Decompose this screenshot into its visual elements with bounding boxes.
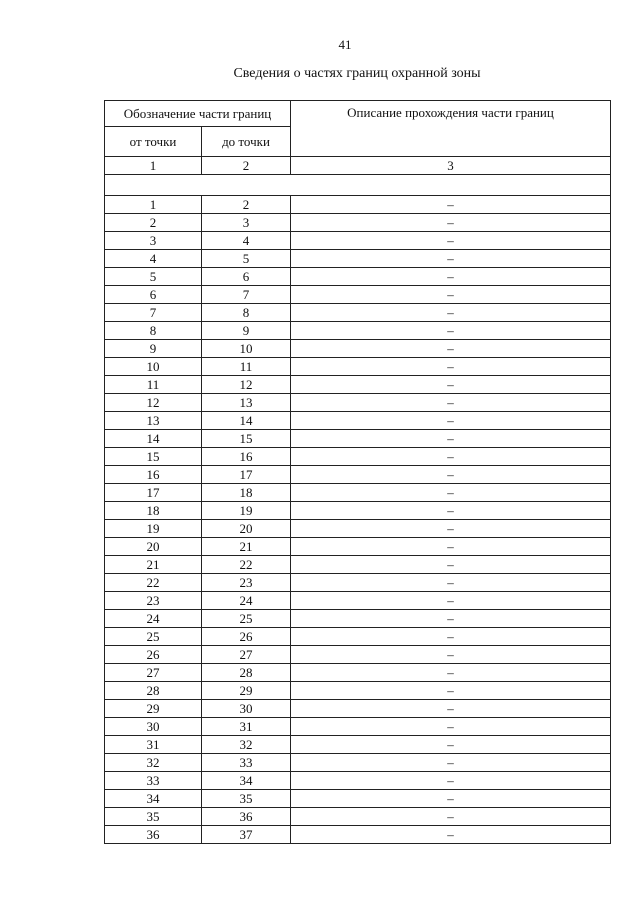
table-row bbox=[105, 826, 611, 844]
table-row bbox=[105, 412, 611, 430]
page-number: 41 bbox=[338, 37, 352, 52]
cell-to-point: 11 bbox=[202, 358, 291, 376]
cell-from-point: 11 bbox=[105, 376, 202, 394]
cell-to-point: 24 bbox=[202, 592, 291, 610]
cell-to-point: 19 bbox=[202, 502, 291, 520]
cell-to-point: 15 bbox=[202, 430, 291, 448]
table-row bbox=[105, 232, 611, 250]
cell-to-point: 25 bbox=[202, 610, 291, 628]
cell-from-point: 25 bbox=[105, 628, 202, 646]
cell-description: – bbox=[291, 466, 611, 484]
table-row bbox=[105, 556, 611, 574]
table-row bbox=[105, 358, 611, 376]
cell-description: – bbox=[291, 196, 611, 214]
cell-description: – bbox=[291, 322, 611, 340]
cell-description: – bbox=[291, 376, 611, 394]
column-number: 3 bbox=[291, 157, 611, 175]
table-row bbox=[105, 790, 611, 808]
cell-to-point: 2 bbox=[202, 196, 291, 214]
cell-description: – bbox=[291, 286, 611, 304]
cell-to-point: 35 bbox=[202, 790, 291, 808]
cell-from-point: 6 bbox=[105, 286, 202, 304]
cell-description: – bbox=[291, 736, 611, 754]
table-row bbox=[105, 646, 611, 664]
cell-from-point: 20 bbox=[105, 538, 202, 556]
table-row bbox=[105, 304, 611, 322]
cell-to-point: 17 bbox=[202, 466, 291, 484]
cell-to-point: 29 bbox=[202, 682, 291, 700]
cell-from-point: 18 bbox=[105, 502, 202, 520]
cell-description: – bbox=[291, 448, 611, 466]
column-number-row bbox=[105, 157, 611, 175]
cell-description: – bbox=[291, 592, 611, 610]
cell-to-point: 16 bbox=[202, 448, 291, 466]
cell-from-point: 24 bbox=[105, 610, 202, 628]
table-row bbox=[105, 664, 611, 682]
column-number: 2 bbox=[202, 157, 291, 175]
cell-description: – bbox=[291, 358, 611, 376]
cell-description: – bbox=[291, 628, 611, 646]
cell-to-point: 3 bbox=[202, 214, 291, 232]
table-row bbox=[105, 250, 611, 268]
header-row-group bbox=[105, 101, 611, 127]
cell-from-point: 2 bbox=[105, 214, 202, 232]
cell-from-point: 27 bbox=[105, 664, 202, 682]
cell-to-point: 5 bbox=[202, 250, 291, 268]
header-boundary-designation: Обозначение части границ bbox=[105, 101, 291, 127]
cell-from-point: 34 bbox=[105, 790, 202, 808]
table-row bbox=[105, 322, 611, 340]
cell-to-point: 30 bbox=[202, 700, 291, 718]
table-body bbox=[105, 196, 611, 844]
table-row bbox=[105, 736, 611, 754]
cell-from-point: 15 bbox=[105, 448, 202, 466]
table-row bbox=[105, 466, 611, 484]
cell-from-point: 3 bbox=[105, 232, 202, 250]
section-spacer-cell bbox=[105, 175, 611, 196]
header-description: Описание прохождения части границ bbox=[291, 101, 611, 157]
table-row bbox=[105, 214, 611, 232]
cell-from-point: 19 bbox=[105, 520, 202, 538]
cell-to-point: 23 bbox=[202, 574, 291, 592]
cell-description: – bbox=[291, 826, 611, 844]
cell-from-point: 32 bbox=[105, 754, 202, 772]
cell-description: – bbox=[291, 772, 611, 790]
cell-description: – bbox=[291, 250, 611, 268]
cell-from-point: 23 bbox=[105, 592, 202, 610]
cell-description: – bbox=[291, 556, 611, 574]
cell-from-point: 7 bbox=[105, 304, 202, 322]
cell-from-point: 33 bbox=[105, 772, 202, 790]
cell-to-point: 37 bbox=[202, 826, 291, 844]
header-from-point: от точки bbox=[105, 127, 202, 157]
table-row bbox=[105, 196, 611, 214]
cell-description: – bbox=[291, 214, 611, 232]
table-row bbox=[105, 700, 611, 718]
cell-to-point: 36 bbox=[202, 808, 291, 826]
cell-to-point: 6 bbox=[202, 268, 291, 286]
cell-description: – bbox=[291, 232, 611, 250]
cell-to-point: 27 bbox=[202, 646, 291, 664]
cell-to-point: 20 bbox=[202, 520, 291, 538]
cell-from-point: 26 bbox=[105, 646, 202, 664]
cell-description: – bbox=[291, 790, 611, 808]
cell-description: – bbox=[291, 646, 611, 664]
cell-from-point: 28 bbox=[105, 682, 202, 700]
cell-from-point: 1 bbox=[105, 196, 202, 214]
table-row bbox=[105, 484, 611, 502]
table-row bbox=[105, 592, 611, 610]
cell-to-point: 13 bbox=[202, 394, 291, 412]
cell-from-point: 10 bbox=[105, 358, 202, 376]
cell-to-point: 12 bbox=[202, 376, 291, 394]
cell-description: – bbox=[291, 718, 611, 736]
table-row bbox=[105, 538, 611, 556]
cell-description: – bbox=[291, 430, 611, 448]
cell-description: – bbox=[291, 538, 611, 556]
cell-to-point: 28 bbox=[202, 664, 291, 682]
cell-description: – bbox=[291, 610, 611, 628]
cell-to-point: 26 bbox=[202, 628, 291, 646]
cell-to-point: 31 bbox=[202, 718, 291, 736]
cell-description: – bbox=[291, 412, 611, 430]
table-row bbox=[105, 286, 611, 304]
cell-from-point: 21 bbox=[105, 556, 202, 574]
table-row bbox=[105, 448, 611, 466]
table-row bbox=[105, 376, 611, 394]
cell-to-point: 34 bbox=[202, 772, 291, 790]
cell-from-point: 36 bbox=[105, 826, 202, 844]
table-row bbox=[105, 340, 611, 358]
cell-from-point: 22 bbox=[105, 574, 202, 592]
table-row bbox=[105, 502, 611, 520]
cell-description: – bbox=[291, 304, 611, 322]
cell-from-point: 30 bbox=[105, 718, 202, 736]
table-row bbox=[105, 754, 611, 772]
cell-to-point: 14 bbox=[202, 412, 291, 430]
cell-from-point: 4 bbox=[105, 250, 202, 268]
cell-description: – bbox=[291, 268, 611, 286]
cell-from-point: 17 bbox=[105, 484, 202, 502]
cell-from-point: 14 bbox=[105, 430, 202, 448]
cell-to-point: 22 bbox=[202, 556, 291, 574]
table-row bbox=[105, 682, 611, 700]
cell-description: – bbox=[291, 754, 611, 772]
document-title: Сведения о частях границ охранной зоны bbox=[233, 66, 481, 81]
table-row bbox=[105, 268, 611, 286]
cell-description: – bbox=[291, 700, 611, 718]
cell-description: – bbox=[291, 484, 611, 502]
table-row bbox=[105, 430, 611, 448]
boundary-parts-table bbox=[104, 100, 611, 844]
table-row bbox=[105, 520, 611, 538]
cell-description: – bbox=[291, 520, 611, 538]
section-spacer-row bbox=[105, 175, 611, 196]
cell-to-point: 18 bbox=[202, 484, 291, 502]
cell-from-point: 13 bbox=[105, 412, 202, 430]
table-row bbox=[105, 574, 611, 592]
cell-to-point: 10 bbox=[202, 340, 291, 358]
column-number: 1 bbox=[105, 157, 202, 175]
cell-description: – bbox=[291, 574, 611, 592]
cell-description: – bbox=[291, 394, 611, 412]
cell-description: – bbox=[291, 808, 611, 826]
table-row bbox=[105, 394, 611, 412]
cell-from-point: 31 bbox=[105, 736, 202, 754]
cell-from-point: 35 bbox=[105, 808, 202, 826]
cell-from-point: 5 bbox=[105, 268, 202, 286]
cell-from-point: 12 bbox=[105, 394, 202, 412]
cell-to-point: 7 bbox=[202, 286, 291, 304]
table-row bbox=[105, 718, 611, 736]
cell-description: – bbox=[291, 502, 611, 520]
table-row bbox=[105, 808, 611, 826]
cell-to-point: 33 bbox=[202, 754, 291, 772]
cell-from-point: 8 bbox=[105, 322, 202, 340]
cell-to-point: 4 bbox=[202, 232, 291, 250]
table-row bbox=[105, 628, 611, 646]
cell-from-point: 16 bbox=[105, 466, 202, 484]
cell-description: – bbox=[291, 664, 611, 682]
cell-to-point: 9 bbox=[202, 322, 291, 340]
header-to-point: до точки bbox=[202, 127, 291, 157]
table-row bbox=[105, 610, 611, 628]
cell-description: – bbox=[291, 340, 611, 358]
cell-to-point: 32 bbox=[202, 736, 291, 754]
cell-to-point: 21 bbox=[202, 538, 291, 556]
cell-to-point: 8 bbox=[202, 304, 291, 322]
table-row bbox=[105, 772, 611, 790]
cell-from-point: 29 bbox=[105, 700, 202, 718]
cell-description: – bbox=[291, 682, 611, 700]
cell-from-point: 9 bbox=[105, 340, 202, 358]
